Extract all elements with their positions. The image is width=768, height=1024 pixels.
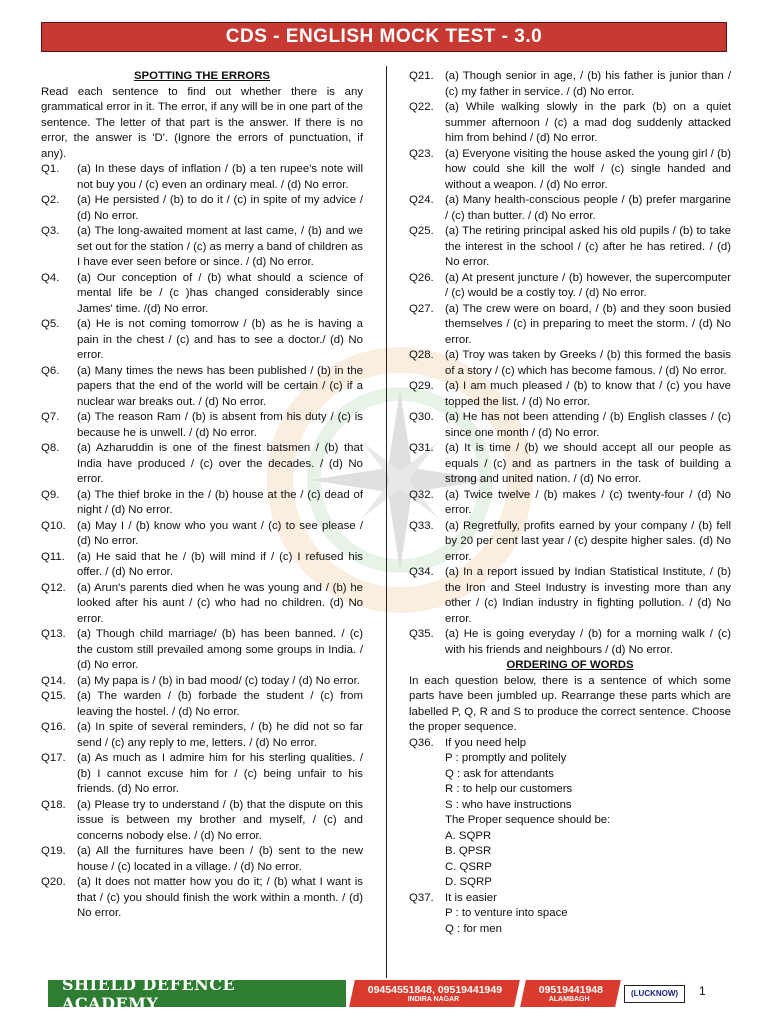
question-number: Q22. bbox=[409, 101, 434, 113]
phone-number: 09519441948 bbox=[539, 984, 604, 996]
question-text: (a) I am much pleased / (b) to know that / (c) you have topped the list. / (d) No error. bbox=[445, 380, 731, 408]
question-text: (a) The warden / (b) forbade the student / (c) from leaving the hostel. / (d) No error. bbox=[77, 690, 363, 718]
question-item bbox=[41, 519, 363, 550]
question-line: P : to venture into space bbox=[445, 907, 568, 919]
question-list-left bbox=[41, 162, 363, 922]
question-item bbox=[409, 302, 731, 349]
question-text: (a) As much as I admire him for his sterling qualities. / (b) I cannot excuse him for / (c) being unfair to his friends. (d) No error. bbox=[77, 752, 363, 795]
question-body bbox=[445, 891, 731, 938]
question-item bbox=[409, 193, 731, 224]
question-number: Q23. bbox=[409, 147, 434, 160]
question-text: (a) He persisted / (b) to do it / (c) in spite of my advice / (d) No error. bbox=[77, 194, 363, 222]
page-number: 1 bbox=[699, 984, 706, 998]
question-text: (a) He is not coming tomorrow / (b) as he is having a pain in the chest / (c) and has to see a doctor./ (d) No error. bbox=[77, 318, 363, 361]
question-line: The Proper sequence should be: bbox=[445, 814, 611, 826]
question-item bbox=[41, 364, 363, 411]
question-number: Q9. bbox=[41, 488, 60, 501]
question-text: (a) He is going everyday / (b) for a morning walk / (c) with his friends and neighbours / (d) No error. bbox=[445, 628, 731, 656]
question-item bbox=[41, 751, 363, 798]
question-text: (a) Though senior in age, / (b) his father is junior than / (c) my father in service. / (d) No error. bbox=[445, 70, 731, 98]
question-text: (a) The crew were on board, / (b) and they soon busied themselves / (c) in preparing to meet the storm. / (d) No error. bbox=[445, 302, 731, 346]
question-item bbox=[409, 565, 731, 627]
question-number: Q14. bbox=[41, 674, 66, 687]
question-item bbox=[41, 550, 363, 581]
question-line: C. QSRP bbox=[445, 860, 492, 873]
question-text: (a) Everyone visiting the house asked the young girl / (b) how could she kill the wolf / (c) single handed and without a weapon. / (d) No error. bbox=[445, 147, 731, 191]
question-text: (a) Troy was taken by Greeks / (b) this formed the basis of a story / (c) which has become famous. / (d) No error. bbox=[445, 349, 731, 377]
question-text: (a) It does not matter how you do it; / (b) what I want is that / (c) you should finish the work within a month. / (d) No error. bbox=[77, 876, 363, 919]
question-item bbox=[409, 410, 731, 441]
question-item bbox=[41, 720, 363, 751]
section-title-spotting-errors: SPOTTING THE ERRORS bbox=[133, 70, 271, 82]
question-item bbox=[41, 441, 363, 488]
question-item bbox=[409, 69, 731, 100]
question-line: R : to help our customers bbox=[445, 783, 573, 795]
question-line: It is easier bbox=[445, 891, 497, 904]
question-text: (a) Please try to understand / (b) that the dispute on this issue is between my brother and myself, / (c) and concerns nobody else. / (d) No error. bbox=[77, 798, 363, 842]
question-number: Q35. bbox=[409, 628, 434, 640]
question-number: Q6. bbox=[41, 364, 60, 377]
question-item bbox=[41, 627, 363, 674]
question-number: Q34. bbox=[409, 566, 434, 578]
question-line: P : promptly and politely bbox=[445, 752, 567, 764]
question-text: (a) At present juncture / (b) however, the supercomputer / (c) would be a costly toy. / (d) No error. bbox=[445, 271, 731, 299]
question-number: Q20. bbox=[41, 876, 66, 888]
question-item bbox=[409, 147, 731, 194]
page-title: CDS - ENGLISH MOCK TEST - 3.0 bbox=[41, 22, 727, 52]
question-number: Q18. bbox=[41, 798, 66, 811]
question-text: (a) In a report issued by Indian Statistical Institute, / (b) the Iron and Steel Industry is investing more than any other / (c) Indian industry in fighting pollution. / (d) No error. bbox=[445, 566, 731, 625]
question-number: Q8. bbox=[41, 442, 60, 454]
section-instructions-ordering: In each question below, there is a sentence of which some parts have been jumbled up. Rearrange these parts which are labelled P, Q, R and S to produce the correct sentence. Choose the proper sequence. bbox=[409, 674, 731, 733]
question-item bbox=[41, 488, 363, 519]
footer-banner bbox=[48, 974, 688, 1013]
question-item bbox=[409, 224, 731, 271]
right-column bbox=[409, 69, 731, 937]
question-number: Q10. bbox=[41, 519, 66, 532]
question-line: If you need help bbox=[445, 736, 527, 749]
question-number: Q37. bbox=[409, 891, 434, 904]
question-number: Q33. bbox=[409, 519, 434, 532]
question-number: Q4. bbox=[41, 271, 60, 284]
question-number: Q1. bbox=[41, 163, 60, 175]
question-text: (a) May I / (b) know who you want / (c) to see please / (d) No error. bbox=[77, 519, 363, 547]
question-item bbox=[41, 875, 363, 922]
question-text: (a) It is time / (b) we should accept all our people as equals / (c) and as partners in the task of building a strong and united nation. / (d) No error. bbox=[445, 442, 731, 485]
question-number: Q13. bbox=[41, 628, 66, 640]
question-text: (a) Arun's parents died when he was young and / (b) he looked after his aunt / (c) who had no children. (d) No error. bbox=[77, 581, 363, 625]
question-text: (a) In spite of several reminders, / (b) he did not so far send / (c) any reply to me, letters. / (d) No error. bbox=[77, 721, 363, 749]
question-number: Q26. bbox=[409, 271, 434, 284]
academy-name: SHIELD DEFENCE ACADEMY bbox=[48, 980, 346, 1007]
question-text: (a) The reason Ram / (b) is absent from his duty / (c) is because he is unwell. / (d) No error. bbox=[77, 411, 363, 439]
question-item bbox=[41, 798, 363, 845]
question-number: Q24. bbox=[409, 194, 434, 206]
question-item bbox=[41, 193, 363, 224]
question-number: Q32. bbox=[409, 488, 434, 501]
question-item bbox=[409, 348, 731, 379]
question-number: Q2. bbox=[41, 194, 60, 206]
question-text: (a) My papa is / (b) in bad mood/ (c) today / (d) No error. bbox=[77, 674, 360, 687]
question-number: Q12. bbox=[41, 581, 66, 594]
question-item bbox=[41, 162, 363, 193]
left-column bbox=[41, 69, 363, 922]
contact-indira-nagar bbox=[349, 980, 520, 1007]
question-item bbox=[409, 441, 731, 488]
question-number: Q25. bbox=[409, 225, 434, 237]
question-line: A. SQPR bbox=[445, 829, 492, 842]
section-title-ordering-words: ORDERING OF WORDS bbox=[506, 659, 634, 671]
question-item bbox=[41, 844, 363, 875]
question-item bbox=[41, 689, 363, 720]
question-text: (a) The thief broke in the / (b) house at the / (c) dead of night / (d) No error. bbox=[77, 488, 363, 516]
question-item bbox=[41, 271, 363, 318]
question-number: Q17. bbox=[41, 752, 66, 764]
question-item bbox=[41, 674, 363, 690]
branch-location: INDIRA NAGAR bbox=[407, 996, 459, 1003]
question-item bbox=[409, 891, 731, 938]
question-item bbox=[409, 627, 731, 658]
question-number: Q11. bbox=[41, 550, 65, 563]
question-item bbox=[41, 224, 363, 271]
question-text: (a) Many health-conscious people / (b) prefer margarine / (c) than butter. / (d) No error. bbox=[445, 194, 731, 222]
question-text: (a) The retiring principal asked his old pupils / (b) to take the interest in the school / (c) after he has retired. / (d) No error. bbox=[445, 225, 731, 268]
branch-location: ALAMBAGH bbox=[548, 996, 590, 1003]
question-number: Q30. bbox=[409, 411, 434, 423]
question-number: Q3. bbox=[41, 225, 60, 237]
question-item bbox=[409, 519, 731, 566]
question-item bbox=[409, 379, 731, 410]
question-item bbox=[409, 736, 731, 891]
question-item bbox=[41, 581, 363, 628]
question-text: (a) Though child marriage/ (b) has been banned. / (c) the custom still prevailed among some groups in India. / (d) No error. bbox=[77, 628, 363, 671]
question-text: (a) Twice twelve / (b) makes / (c) twenty-four / (d) No error. bbox=[445, 488, 731, 516]
question-line: Q : ask for attendants bbox=[445, 767, 554, 780]
question-item bbox=[41, 317, 363, 364]
question-text: (a) The long-awaited moment at last came, / (b) and we set out for the station / (c) as merry a band of children as I have ever seen before or since. / (d) No error. bbox=[77, 225, 363, 268]
contact-alambagh bbox=[520, 980, 621, 1007]
question-number: Q27. bbox=[409, 302, 434, 315]
question-line: B. QPSR bbox=[445, 845, 492, 857]
phone-numbers: 09454551848, 09519441949 bbox=[368, 984, 503, 996]
question-text: (a) Many times the news has been published / (b) in the papers that the end of the world will be certain / (c) if a nuclear war breaks out. / (d) No error. bbox=[77, 364, 363, 408]
question-body bbox=[445, 736, 731, 891]
city-badge: (LUCKNOW) bbox=[624, 985, 685, 1003]
question-item bbox=[409, 271, 731, 302]
question-number: Q5. bbox=[41, 318, 60, 330]
question-text: (a) Azharuddin is one of the finest batsmen / (b) that India have produced / (c) over the decades. / (d) No error. bbox=[77, 442, 363, 485]
question-item bbox=[41, 410, 363, 441]
question-list-right bbox=[409, 69, 731, 658]
question-line: S : who have instructions bbox=[445, 798, 572, 811]
question-item bbox=[409, 488, 731, 519]
question-line: Q : for men bbox=[445, 922, 502, 935]
question-line: D. SQRP bbox=[445, 876, 492, 888]
question-number: Q36. bbox=[409, 736, 434, 749]
question-text: (a) Our conception of / (b) what should a science of mental life be / (c )has changed considerably since James' time. /(d) No error. bbox=[77, 271, 363, 315]
question-number: Q29. bbox=[409, 380, 434, 392]
question-number: Q16. bbox=[41, 721, 66, 733]
question-text: (a) Regretfully, profits earned by your company / (b) fell by 20 per cent last year / (c) despite higher sales. (d) No error. bbox=[445, 519, 731, 563]
question-number: Q31. bbox=[409, 442, 434, 454]
question-text: (a) He has not been attending / (b) English classes / (c) since one month / (d) No error. bbox=[445, 411, 731, 439]
question-number: Q19. bbox=[41, 845, 66, 857]
question-text: (a) All the furnitures have been / (b) sent to the new house / (c) located in a village. / (d) No error. bbox=[77, 845, 363, 873]
column-divider bbox=[386, 66, 387, 978]
question-text: (a) In these days of inflation / (b) a ten rupee's note will not buy you / (c) even an ordinary meal. / (d) No error. bbox=[77, 163, 363, 191]
question-number: Q7. bbox=[41, 411, 60, 423]
question-number: Q28. bbox=[409, 349, 434, 361]
question-text: (a) While walking slowly in the park (b) on a quiet summer afternoon / (c) a mad dog suddenly attacked him from behind / (d) No error. bbox=[445, 101, 731, 144]
section-instructions: Read each sentence to find out whether there is any grammatical error in it. The error, if any will be in one part of the sentence. The letter of that part is the answer. If there is no error, the answer is 'D'. (Ignore the errors of punctuation, if any). bbox=[41, 85, 363, 160]
question-text: (a) He said that he / (b) will mind if / (c) I refused his offer. / (d) No error. bbox=[77, 550, 363, 578]
question-number: Q21. bbox=[409, 70, 434, 82]
question-number: Q15. bbox=[41, 690, 66, 702]
question-item bbox=[409, 100, 731, 147]
